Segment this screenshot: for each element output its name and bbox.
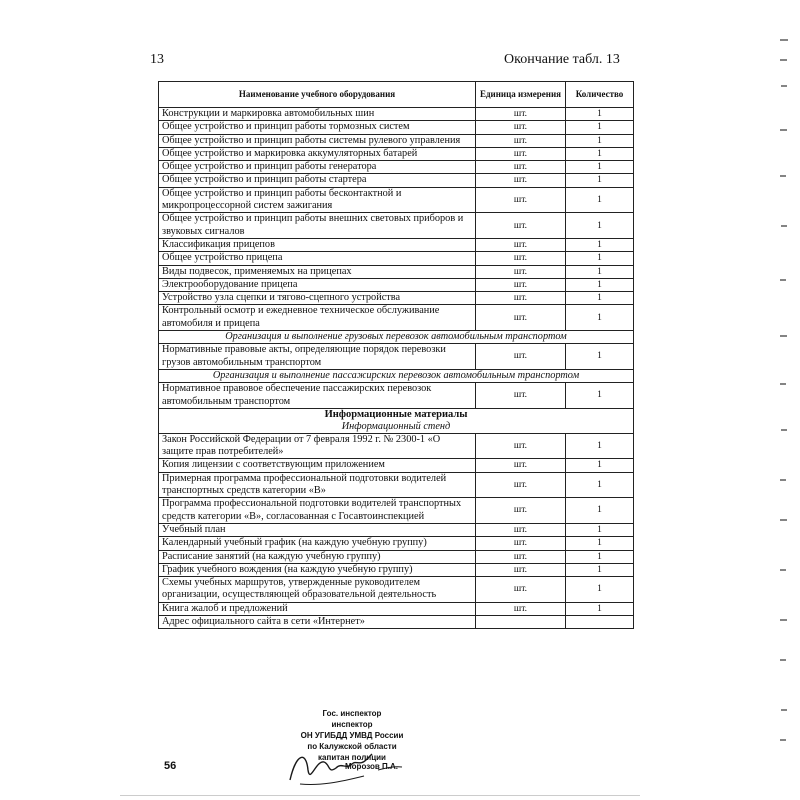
item-unit: шт.	[476, 383, 566, 409]
corner-page-mark: 13	[150, 52, 164, 67]
heading-row	[159, 408, 634, 421]
subheading-row	[159, 421, 634, 434]
signer-name: Морозов П.А.	[345, 762, 398, 771]
item-unit: шт.	[476, 213, 566, 239]
item-name: Общее устройство прицепа	[159, 252, 476, 265]
table-row	[159, 187, 634, 213]
item-qty: 1	[566, 563, 634, 576]
item-unit: шт.	[476, 305, 566, 331]
item-qty: 1	[566, 537, 634, 550]
table-row	[159, 238, 634, 251]
table-caption: Окончание табл. 13	[504, 52, 620, 67]
group-subheading: Информационный стенд	[159, 421, 634, 434]
table-row	[159, 108, 634, 121]
item-unit: шт.	[476, 134, 566, 147]
scan-bottom-edge	[120, 795, 640, 796]
item-unit: шт.	[476, 577, 566, 603]
equipment-table	[158, 81, 634, 629]
item-unit: шт.	[476, 523, 566, 536]
item-name: Нормативное правовое обеспечение пассажирских перевозок автомобильным транспортом	[159, 383, 476, 409]
item-unit: шт.	[476, 161, 566, 174]
item-qty: 1	[566, 121, 634, 134]
item-qty: 1	[566, 550, 634, 563]
item-qty: 1	[566, 187, 634, 213]
item-qty: 1	[566, 108, 634, 121]
table-header-row	[159, 82, 634, 108]
table-row	[159, 577, 634, 603]
stamp-line: ОН УГИБДД УМВД России	[300, 731, 404, 740]
item-qty: 1	[566, 344, 634, 370]
item-qty: 1	[566, 305, 634, 331]
item-unit: шт.	[476, 252, 566, 265]
item-qty: 1	[566, 602, 634, 615]
section-row	[159, 369, 634, 382]
table-row	[159, 433, 634, 459]
table-row	[159, 344, 634, 370]
item-qty: 1	[566, 292, 634, 305]
item-name: График учебного вождения (на каждую учебную группу)	[159, 563, 476, 576]
item-qty: 1	[566, 134, 634, 147]
item-qty: 1	[566, 161, 634, 174]
table-row	[159, 459, 634, 472]
item-unit: шт.	[476, 433, 566, 459]
item-name: Конструкции и маркировка автомобильных шин	[159, 108, 476, 121]
item-name: Нормативные правовые акты, определяющие порядок перевозки грузов автомобильным транспортом	[159, 344, 476, 370]
item-unit: шт.	[476, 344, 566, 370]
item-name: Расписание занятий (на каждую учебную группу)	[159, 550, 476, 563]
item-unit: шт.	[476, 563, 566, 576]
item-qty: 1	[566, 523, 634, 536]
item-name: Общее устройство и принцип работы генератора	[159, 161, 476, 174]
item-unit: шт.	[476, 459, 566, 472]
table-row	[159, 213, 634, 239]
table-row	[159, 550, 634, 563]
table-row	[159, 147, 634, 160]
item-unit: шт.	[476, 472, 566, 498]
table-row	[159, 523, 634, 536]
item-name: Контрольный осмотр и ежедневное техническое обслуживание автомобиля и прицепа	[159, 305, 476, 331]
item-unit: шт.	[476, 174, 566, 187]
stamp-line: инспектор	[331, 720, 373, 729]
table-row	[159, 563, 634, 576]
item-unit: шт.	[476, 292, 566, 305]
section-row	[159, 331, 634, 344]
item-name: Общее устройство и принцип работы тормозных систем	[159, 121, 476, 134]
table-row	[159, 305, 634, 331]
table-row	[159, 498, 634, 524]
section-title: Организация и выполнение грузовых перевозок автомобильным транспортом	[159, 331, 634, 344]
table-row	[159, 252, 634, 265]
item-qty: 1	[566, 278, 634, 291]
item-qty: 1	[566, 433, 634, 459]
item-unit: шт.	[476, 187, 566, 213]
item-qty: 1	[566, 238, 634, 251]
item-name: Книга жалоб и предложений	[159, 602, 476, 615]
item-qty: 1	[566, 265, 634, 278]
item-name: Закон Российской Федерации от 7 февраля 1992 г. № 2300-1 «О защите прав потребителей»	[159, 433, 476, 459]
item-qty	[566, 615, 634, 628]
item-name: Устройство узла сцепки и тягово-сцепного устройства	[159, 292, 476, 305]
item-qty: 1	[566, 459, 634, 472]
item-unit: шт.	[476, 602, 566, 615]
item-unit	[476, 615, 566, 628]
item-unit: шт.	[476, 537, 566, 550]
stamp-line: капитан полиции	[318, 753, 386, 762]
item-unit: шт.	[476, 108, 566, 121]
item-qty: 1	[566, 498, 634, 524]
table-row	[159, 615, 634, 628]
item-unit: шт.	[476, 147, 566, 160]
item-qty: 1	[566, 472, 634, 498]
item-qty: 1	[566, 252, 634, 265]
table-body	[159, 108, 634, 629]
item-name: Копия лицензии с соответствующим приложением	[159, 459, 476, 472]
item-unit: шт.	[476, 238, 566, 251]
section-title: Организация и выполнение пассажирских перевозок автомобильным транспортом	[159, 369, 634, 382]
stamp-line: Гос. инспектор	[322, 709, 382, 718]
item-name: Примерная программа профессиональной подготовки водителей транспортных средств категории «В»	[159, 472, 476, 498]
item-name: Общее устройство и принцип работы бесконтактной и микропроцессорной систем зажигания	[159, 187, 476, 213]
table-row	[159, 121, 634, 134]
item-name: Общее устройство и принцип работы внешних световых приборов и звуковых сигналов	[159, 213, 476, 239]
table-row	[159, 161, 634, 174]
table-row	[159, 292, 634, 305]
header-name: Наименование учебного оборудования	[159, 82, 476, 108]
item-unit: шт.	[476, 278, 566, 291]
header-unit: Единица измерения	[476, 82, 566, 108]
item-qty: 1	[566, 383, 634, 409]
item-name: Адрес официального сайта в сети «Интернет»	[159, 615, 476, 628]
table-row	[159, 602, 634, 615]
item-name: Общее устройство и маркировка аккумуляторных батарей	[159, 147, 476, 160]
item-unit: шт.	[476, 265, 566, 278]
header-qty: Количество	[566, 82, 634, 108]
table-row	[159, 383, 634, 409]
stamp-line: по Калужской области	[307, 742, 397, 751]
scan-edge-marks	[770, 0, 800, 800]
item-name: Электрооборудование прицепа	[159, 278, 476, 291]
table-row	[159, 174, 634, 187]
item-name: Программа профессиональной подготовки водителей транспортных средств категории «В», согласованная с Госавтоинспекцией	[159, 498, 476, 524]
item-name: Классификация прицепов	[159, 238, 476, 251]
item-unit: шт.	[476, 121, 566, 134]
item-unit: шт.	[476, 550, 566, 563]
table-row	[159, 472, 634, 498]
item-qty: 1	[566, 577, 634, 603]
table-row	[159, 278, 634, 291]
item-qty: 1	[566, 174, 634, 187]
item-name: Схемы учебных маршрутов, утвержденные руководителем организации, осуществляющей образовательной деятельность	[159, 577, 476, 603]
table-row	[159, 537, 634, 550]
item-name: Учебный план	[159, 523, 476, 536]
item-name: Общее устройство и принцип работы системы рулевого управления	[159, 134, 476, 147]
table-row	[159, 134, 634, 147]
table-row	[159, 265, 634, 278]
item-qty: 1	[566, 147, 634, 160]
group-heading: Информационные материалы	[159, 408, 634, 421]
page-number: 56	[164, 760, 177, 772]
item-name: Календарный учебный график (на каждую учебную группу)	[159, 537, 476, 550]
item-unit: шт.	[476, 498, 566, 524]
item-name: Общее устройство и принцип работы стартера	[159, 174, 476, 187]
item-name: Виды подвесок, применяемых на прицепах	[159, 265, 476, 278]
item-qty: 1	[566, 213, 634, 239]
